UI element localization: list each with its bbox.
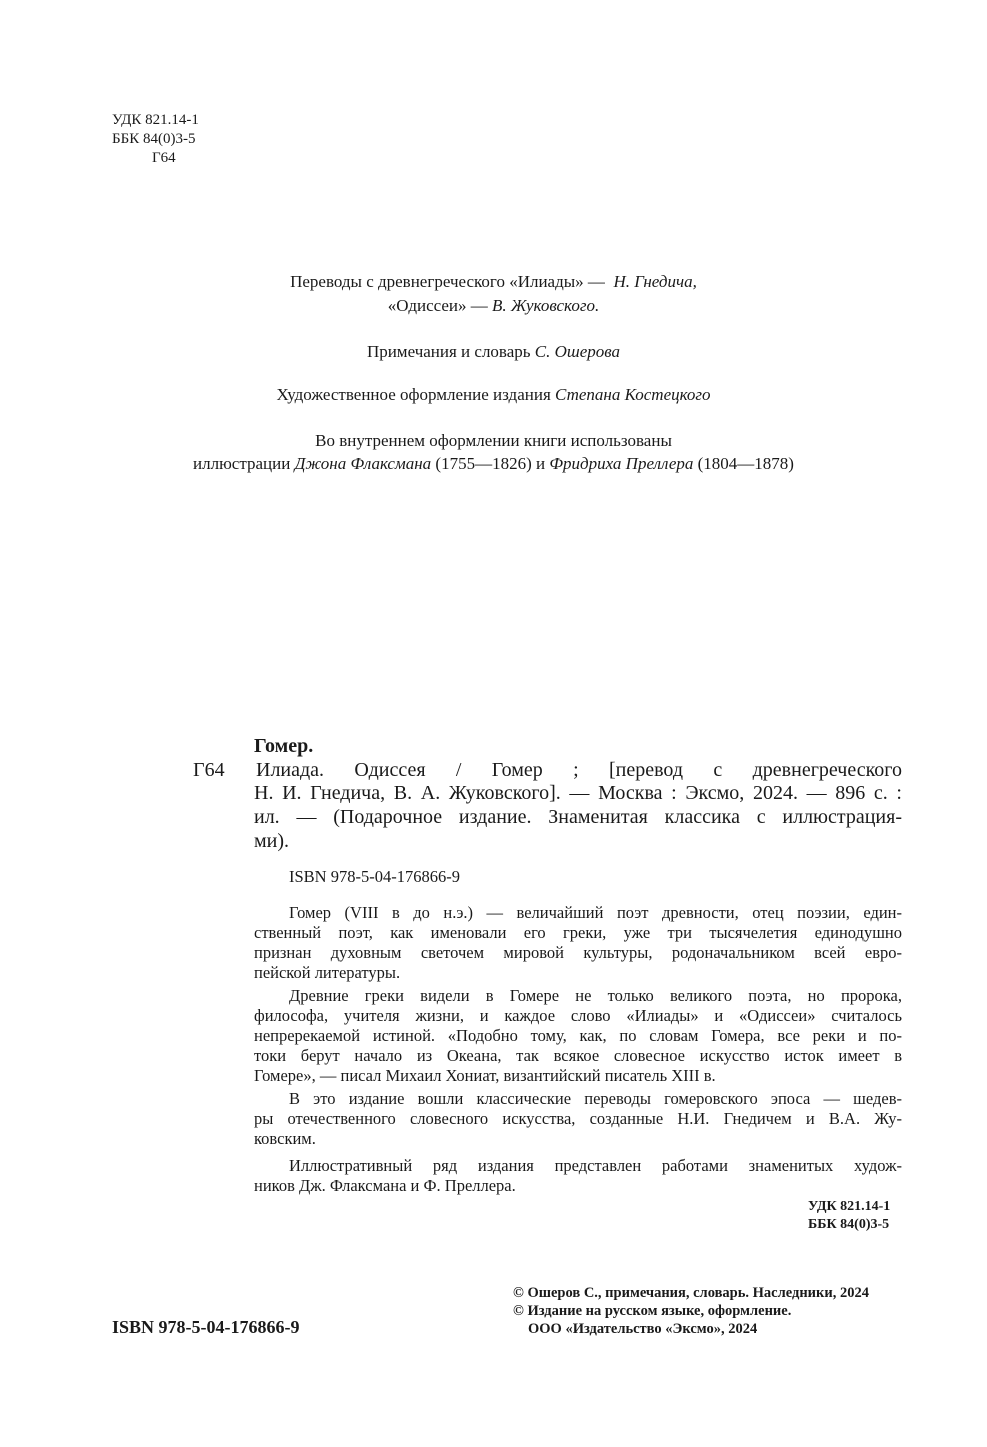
catalog-isbn: ISBN 978-5-04-176866-9 [289, 867, 460, 886]
catalog-author-heading: Гомер. [254, 735, 314, 757]
annotation-p1-line-1: Гомер (VIII в до н.э.) — величайший поэт древности, отец поэзии, един- [289, 903, 902, 922]
annotation-p2-line-4: токи берут начало из Океана, так всякое словесное искусство исток имеет в [254, 1046, 902, 1065]
bbk-code: ББК 84(0)3-5 [112, 131, 196, 147]
annotation-p3-line-2: ры отечественного словесного искусства, созданные Н.И. Гнедичем и В.А. Жу- [254, 1109, 902, 1128]
udk-code: УДК 821.14-1 [112, 112, 199, 128]
catalog-desc-line-3: ил. — (Подарочное издание. Знаменитая классика с иллюстрация- [254, 806, 902, 828]
illustrations-line-1: Во внутреннем оформлении книги использованы [315, 431, 672, 450]
annotation-p2-line-3: непререкаемой истиной. «Подобно тому, как, по словам Гомера, все реки и по- [254, 1026, 902, 1045]
notes-credit: Примечания и словарь С. Ошерова [366, 342, 621, 361]
translators-line-2: «Одиссеи» — В. Жуковского. [387, 296, 600, 315]
copyright-line-2: © Издание на русском языке, оформление. [513, 1303, 792, 1319]
author-sign: Г64 [152, 150, 176, 166]
illustrations-line-2: иллюстрации Джона Флаксмана (1755—1826) и Фридриха Преллера (1804—1878) [193, 454, 794, 473]
annotation-p4-line-2: ников Дж. Флаксмана и Ф. Преллера. [254, 1176, 516, 1195]
annotation-p1-line-2: ственный поэт, как именовали его греки, уже три тысячелетия единодушно [254, 923, 902, 942]
annotation-p3-line-1: В это издание вошли классические переводы гомеровского эпоса — шедев- [289, 1089, 902, 1108]
design-credit: Художественное оформление издания Степана Костецкого [276, 385, 711, 404]
annotation-p1-line-3: признан духовным светочем мировой культуры, родоначальником всей евро- [254, 943, 902, 962]
annotation-p4-line-1: Иллюстративный ряд издания представлен работами знаменитых худож- [289, 1156, 902, 1175]
annotation-p3-line-3: ковским. [254, 1129, 316, 1148]
copyright-line-1: © Ошеров С., примечания, словарь. Наследники, 2024 [513, 1285, 869, 1301]
catalog-sign: Г64 [193, 759, 225, 781]
copyright-line-3: ООО «Издательство «Эксмо», 2024 [528, 1321, 758, 1337]
bottom-udk-code: УДК 821.14-1 [808, 1199, 891, 1214]
catalog-desc-line-4: ми). [254, 830, 290, 852]
annotation-p2-line-1: Древние греки видели в Гомере не только великого поэта, но пророка, [289, 986, 902, 1005]
catalog-desc-line-1: Илиада. Одиссея / Гомер ; [перевод с древнегреческого [256, 759, 902, 781]
catalog-desc-line-2: Н. И. Гнедича, В. А. Жуковского]. — Москва : Эксмо, 2024. — 896 с. : [254, 782, 902, 804]
bottom-bbk-code: ББК 84(0)3-5 [808, 1217, 890, 1232]
annotation-p2-line-2: философа, учителя жизни, и каждое слово «Илиады» и «Одиссеи» считалось [254, 1006, 902, 1025]
annotation-p2-line-5: Гомере», — писал Михаил Хониат, византийский писатель XIII в. [254, 1066, 716, 1085]
translators-line-1: Переводы с древнегреческого «Илиады» — Н. Гнедича, [290, 272, 697, 291]
annotation-p1-line-4: пейской литературы. [254, 963, 401, 982]
footer-isbn: ISBN 978-5-04-176866-9 [112, 1317, 300, 1337]
